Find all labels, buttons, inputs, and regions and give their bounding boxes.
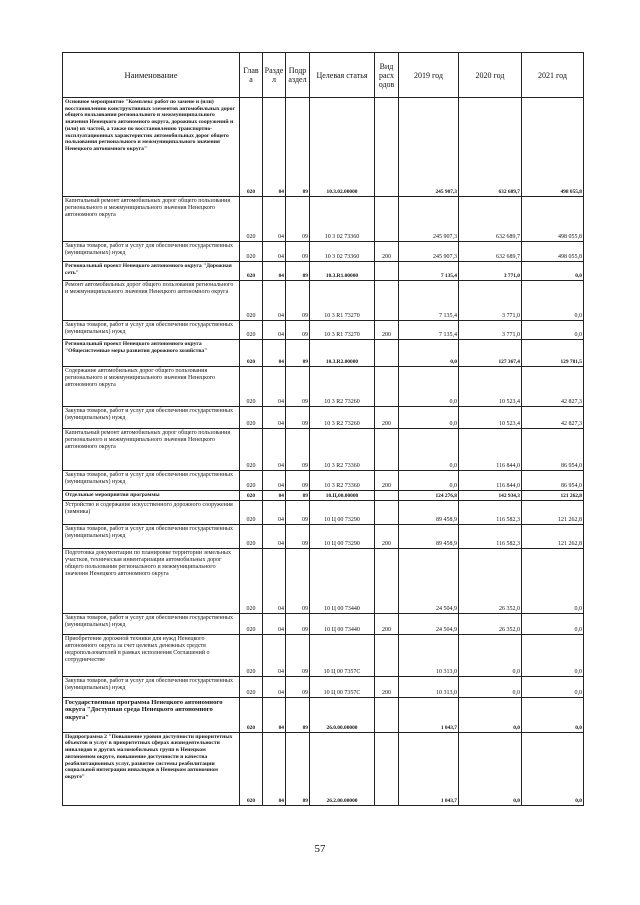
row-podrazdel: 09 <box>286 613 310 634</box>
row-2021: 0,0 <box>522 548 584 613</box>
row-2020: 0,0 <box>459 732 522 805</box>
row-razdel: 04 <box>263 613 286 634</box>
row-razdel: 04 <box>263 732 286 805</box>
row-2019: 0,0 <box>399 471 459 491</box>
row-vid <box>375 340 399 367</box>
row-article: 10.3.02.00000 <box>310 98 375 197</box>
row-2019: 0,0 <box>399 407 459 429</box>
row-2021: 0,0 <box>522 634 584 676</box>
row-article: 10 3 R1 73270 <box>310 281 375 321</box>
row-name: Содержание автомобильных дорог общего пользования регионального и межмуниципального значения Ненецкого автономного округа <box>63 367 240 407</box>
row-vid: 200 <box>375 321 399 340</box>
row-2019: 89 458,9 <box>399 500 459 524</box>
row-2019: 7 135,4 <box>399 321 459 340</box>
row-glava: 020 <box>240 340 263 367</box>
row-razdel: 04 <box>263 524 286 548</box>
header-podrazdel: Подр аздел <box>286 53 310 98</box>
row-2019: 7 135,4 <box>399 262 459 281</box>
row-2020: 116 844,0 <box>459 429 522 471</box>
row-2021: 0,0 <box>522 613 584 634</box>
row-2021: 121 262,8 <box>522 491 584 501</box>
row-name: Подпрограмма 2 "Повышение уровня доступности приоритетных объектов и услуг в приоритетных сферах жизнедеятельности инвалидов и других маломобильных групп в Ненецком автономном округе, повышение доступности и качества реабилитационных услуг, развитие системы реабилитации социальной интеграции инвалидов в Ненецком автономном округе" <box>63 732 240 805</box>
row-podrazdel: 09 <box>286 697 310 732</box>
row-podrazdel: 09 <box>286 242 310 262</box>
row-vid: 200 <box>375 613 399 634</box>
row-2020: 26 352,0 <box>459 613 522 634</box>
row-article: 10.3.R1.00000 <box>310 262 375 281</box>
row-glava: 020 <box>240 242 263 262</box>
row-name: Капитальный ремонт автомобильных дорог общего пользования регионального и межмуниципального значения Ненецкого автономного округа <box>63 429 240 471</box>
row-2021: 0,0 <box>522 262 584 281</box>
row-glava: 020 <box>240 197 263 242</box>
row-2021: 121 262,8 <box>522 524 584 548</box>
table-row <box>63 732 584 805</box>
row-razdel: 04 <box>263 197 286 242</box>
row-2019: 10 313,0 <box>399 676 459 697</box>
row-2021: 0,0 <box>522 676 584 697</box>
row-vid: 200 <box>375 242 399 262</box>
row-razdel: 04 <box>263 500 286 524</box>
row-2021: 0,0 <box>522 281 584 321</box>
row-name: Основное мероприятие "Комплекс работ по замене и (или) восстановлению конструктивных элементов автомобильных дорог общего пользования регионального и межмуниципального значения Ненецкого автономного округа, дорожных сооружений и (или) их частей, а также по восстановлению транспортно-эксплуатационных характеристик автомобильных дорог общего пользования регионального и межмуниципального значения Ненецкого автономного округа" <box>63 98 240 197</box>
row-podrazdel: 09 <box>286 491 310 501</box>
row-vid <box>375 500 399 524</box>
header-name: Наименование <box>63 53 240 98</box>
row-2021: 86 954,0 <box>522 471 584 491</box>
row-razdel: 04 <box>263 676 286 697</box>
table-row <box>63 98 584 197</box>
row-vid <box>375 491 399 501</box>
table-row <box>63 242 584 262</box>
row-name: Отдельные мероприятия программы <box>63 491 240 501</box>
row-article: 26.0.00.00000 <box>310 697 375 732</box>
row-2021: 129 781,5 <box>522 340 584 367</box>
row-article: 10 Ц 00 73290 <box>310 500 375 524</box>
row-razdel: 04 <box>263 491 286 501</box>
row-name: Закупка товаров, работ и услуг для обеспечения государственных (муниципальных) нужд <box>63 242 240 262</box>
row-razdel: 04 <box>263 548 286 613</box>
row-name: Закупка товаров, работ и услуг для обеспечения государственных (муниципальных) нужд <box>63 321 240 340</box>
budget-sheet <box>62 52 583 806</box>
table-row <box>63 429 584 471</box>
table-row <box>63 697 584 732</box>
table-row <box>63 340 584 367</box>
table-row <box>63 634 584 676</box>
table-row <box>63 321 584 340</box>
row-glava: 020 <box>240 634 263 676</box>
row-razdel: 04 <box>263 281 286 321</box>
row-vid <box>375 634 399 676</box>
table-row <box>63 281 584 321</box>
row-razdel: 04 <box>263 262 286 281</box>
row-2020: 116 582,3 <box>459 500 522 524</box>
row-2020: 10 523,4 <box>459 407 522 429</box>
row-name: Закупка товаров, работ и услуг для обеспечения государственных (муниципальных) нужд <box>63 613 240 634</box>
row-2020: 0,0 <box>459 697 522 732</box>
row-razdel: 04 <box>263 340 286 367</box>
row-podrazdel: 09 <box>286 367 310 407</box>
row-2020: 3 771,0 <box>459 262 522 281</box>
row-podrazdel: 09 <box>286 676 310 697</box>
row-2019: 245 907,3 <box>399 197 459 242</box>
row-2019: 0,0 <box>399 429 459 471</box>
row-glava: 020 <box>240 613 263 634</box>
row-razdel: 04 <box>263 471 286 491</box>
row-podrazdel: 09 <box>286 321 310 340</box>
header-row <box>63 53 584 98</box>
row-article: 10 Ц 00 73290 <box>310 524 375 548</box>
header-article: Целевая статья <box>310 53 375 98</box>
row-article: 10.3.R2.00000 <box>310 340 375 367</box>
table-row <box>63 548 584 613</box>
row-2020: 632 689,7 <box>459 197 522 242</box>
row-article: 10 3 R2 73260 <box>310 407 375 429</box>
row-2020: 3 771,0 <box>459 281 522 321</box>
row-razdel: 04 <box>263 321 286 340</box>
row-2020: 0,0 <box>459 676 522 697</box>
row-glava: 020 <box>240 491 263 501</box>
row-glava: 020 <box>240 281 263 321</box>
table-row <box>63 613 584 634</box>
row-2019: 1 043,7 <box>399 732 459 805</box>
table-row <box>63 524 584 548</box>
row-2020: 10 523,4 <box>459 367 522 407</box>
row-podrazdel: 09 <box>286 281 310 321</box>
row-2020: 116 844,0 <box>459 471 522 491</box>
row-razdel: 04 <box>263 407 286 429</box>
row-vid: 200 <box>375 676 399 697</box>
row-2021: 0,0 <box>522 321 584 340</box>
row-glava: 020 <box>240 500 263 524</box>
row-podrazdel: 09 <box>286 262 310 281</box>
row-glava: 020 <box>240 367 263 407</box>
row-2021: 86 954,0 <box>522 429 584 471</box>
row-2019: 24 504,9 <box>399 548 459 613</box>
row-2021: 0,0 <box>522 732 584 805</box>
row-razdel: 04 <box>263 429 286 471</box>
row-vid <box>375 281 399 321</box>
row-name: Приобретение дорожной техники для нужд Ненецкого автономного округа за счет целевых денежных средств недропользователей в рамках исполнения Соглашений о сотрудничестве <box>63 634 240 676</box>
row-name: Региональный проект Ненецкого автономного округа "Дорожная сеть" <box>63 262 240 281</box>
row-article: 26.2.00.00000 <box>310 732 375 805</box>
row-name: Региональный проект Ненецкого автономного округа "Общесистемные меры развития дорожного хозяйства" <box>63 340 240 367</box>
row-2019: 0,0 <box>399 340 459 367</box>
row-name: Закупка товаров, работ и услуг для обеспечения государственных (муниципальных) нужд <box>63 407 240 429</box>
row-article: 10 Ц 00 73440 <box>310 548 375 613</box>
row-podrazdel: 09 <box>286 407 310 429</box>
header-glava: Глав а <box>240 53 263 98</box>
row-podrazdel: 09 <box>286 500 310 524</box>
header-2020: 2020 год <box>459 53 522 98</box>
row-article: 10 3 02 73360 <box>310 197 375 242</box>
row-article: 10 Ц 00 7357С <box>310 676 375 697</box>
row-glava: 020 <box>240 407 263 429</box>
row-2020: 632 689,7 <box>459 242 522 262</box>
budget-table <box>62 52 584 806</box>
row-glava: 020 <box>240 697 263 732</box>
row-vid <box>375 697 399 732</box>
row-2021: 498 055,8 <box>522 242 584 262</box>
row-glava: 020 <box>240 524 263 548</box>
row-2019: 7 135,4 <box>399 281 459 321</box>
row-article: 10 3 R2 73360 <box>310 429 375 471</box>
table-row <box>63 197 584 242</box>
table-row <box>63 262 584 281</box>
table-row <box>63 407 584 429</box>
row-2019: 245 907,3 <box>399 98 459 197</box>
row-name: Закупка товаров, работ и услуг для обеспечения государственных (муниципальных) нужд <box>63 524 240 548</box>
row-razdel: 04 <box>263 98 286 197</box>
table-row <box>63 367 584 407</box>
row-podrazdel: 09 <box>286 524 310 548</box>
row-glava: 020 <box>240 471 263 491</box>
header-2019: 2019 год <box>399 53 459 98</box>
row-glava: 020 <box>240 262 263 281</box>
row-name: Капитальный ремонт автомобильных дорог общего пользования регионального и межмуниципального значения Ненецкого автономного округа <box>63 197 240 242</box>
row-razdel: 04 <box>263 697 286 732</box>
table-row <box>63 471 584 491</box>
row-name: Закупка товаров, работ и услуг для обеспечения государственных (муниципальных) нужд <box>63 471 240 491</box>
row-2019: 124 276,8 <box>399 491 459 501</box>
row-vid <box>375 197 399 242</box>
row-article: 10 Ц 00 73440 <box>310 613 375 634</box>
row-glava: 020 <box>240 429 263 471</box>
row-podrazdel: 09 <box>286 429 310 471</box>
row-2020: 3 771,0 <box>459 321 522 340</box>
table-row <box>63 491 584 501</box>
row-glava: 020 <box>240 98 263 197</box>
row-podrazdel: 09 <box>286 634 310 676</box>
row-name: Ремонт автомобильных дорог общего пользования регионального и межмуниципального значения Ненецкого автономного округа <box>63 281 240 321</box>
row-2021: 0,0 <box>522 697 584 732</box>
row-2019: 10 313,0 <box>399 634 459 676</box>
row-podrazdel: 09 <box>286 471 310 491</box>
row-vid: 200 <box>375 407 399 429</box>
row-article: 10 Ц 00 7357С <box>310 634 375 676</box>
row-article: 10 3 02 73360 <box>310 242 375 262</box>
row-vid <box>375 732 399 805</box>
row-2020: 0,0 <box>459 634 522 676</box>
row-2021: 42 827,3 <box>522 407 584 429</box>
row-2020: 116 582,3 <box>459 524 522 548</box>
row-name: Подготовка документации по планировке территории земельных участков, техническая инвентаризация автомобильных дорог общего пользования регионального и межмуниципального значения Ненецкого автономного округа <box>63 548 240 613</box>
row-razdel: 04 <box>263 367 286 407</box>
row-podrazdel: 09 <box>286 340 310 367</box>
row-name: Закупка товаров, работ и услуг для обеспечения государственных (муниципальных) нужд <box>63 676 240 697</box>
row-article: 10 3 R1 73270 <box>310 321 375 340</box>
row-glava: 020 <box>240 321 263 340</box>
row-name: Устройство и содержание искусственного дорожного сооружения (зимника) <box>63 500 240 524</box>
row-article: 10.Ц.00.00000 <box>310 491 375 501</box>
row-2021: 498 055,8 <box>522 98 584 197</box>
row-vid: 200 <box>375 524 399 548</box>
row-vid <box>375 548 399 613</box>
page-number: 57 <box>314 843 326 855</box>
row-2021: 42 827,3 <box>522 367 584 407</box>
row-article: 10 3 R2 73260 <box>310 367 375 407</box>
row-2019: 0,0 <box>399 367 459 407</box>
row-razdel: 04 <box>263 634 286 676</box>
row-podrazdel: 09 <box>286 732 310 805</box>
row-vid <box>375 367 399 407</box>
row-2021: 498 055,8 <box>522 197 584 242</box>
row-2020: 142 934,3 <box>459 491 522 501</box>
table-row <box>63 500 584 524</box>
row-vid <box>375 429 399 471</box>
row-glava: 020 <box>240 732 263 805</box>
row-podrazdel: 09 <box>286 98 310 197</box>
row-name: Государственная программа Ненецкого автономного округа "Доступная среда Ненецкого автономного округа" <box>63 697 240 732</box>
row-2020: 127 367,4 <box>459 340 522 367</box>
header-razdel: Разде л <box>263 53 286 98</box>
header-2021: 2021 год <box>522 53 584 98</box>
row-vid <box>375 98 399 197</box>
row-2020: 632 689,7 <box>459 98 522 197</box>
table-row <box>63 676 584 697</box>
row-article: 10 3 R2 73360 <box>310 471 375 491</box>
row-2021: 121 262,8 <box>522 500 584 524</box>
row-glava: 020 <box>240 548 263 613</box>
row-glava: 020 <box>240 676 263 697</box>
row-2019: 245 907,3 <box>399 242 459 262</box>
row-vid <box>375 262 399 281</box>
header-vid: Вид расх одов <box>375 53 399 98</box>
row-2019: 89 458,9 <box>399 524 459 548</box>
row-podrazdel: 09 <box>286 197 310 242</box>
row-vid: 200 <box>375 471 399 491</box>
row-2020: 26 352,0 <box>459 548 522 613</box>
row-2019: 24 504,9 <box>399 613 459 634</box>
row-2019: 1 043,7 <box>399 697 459 732</box>
row-razdel: 04 <box>263 242 286 262</box>
row-podrazdel: 09 <box>286 548 310 613</box>
